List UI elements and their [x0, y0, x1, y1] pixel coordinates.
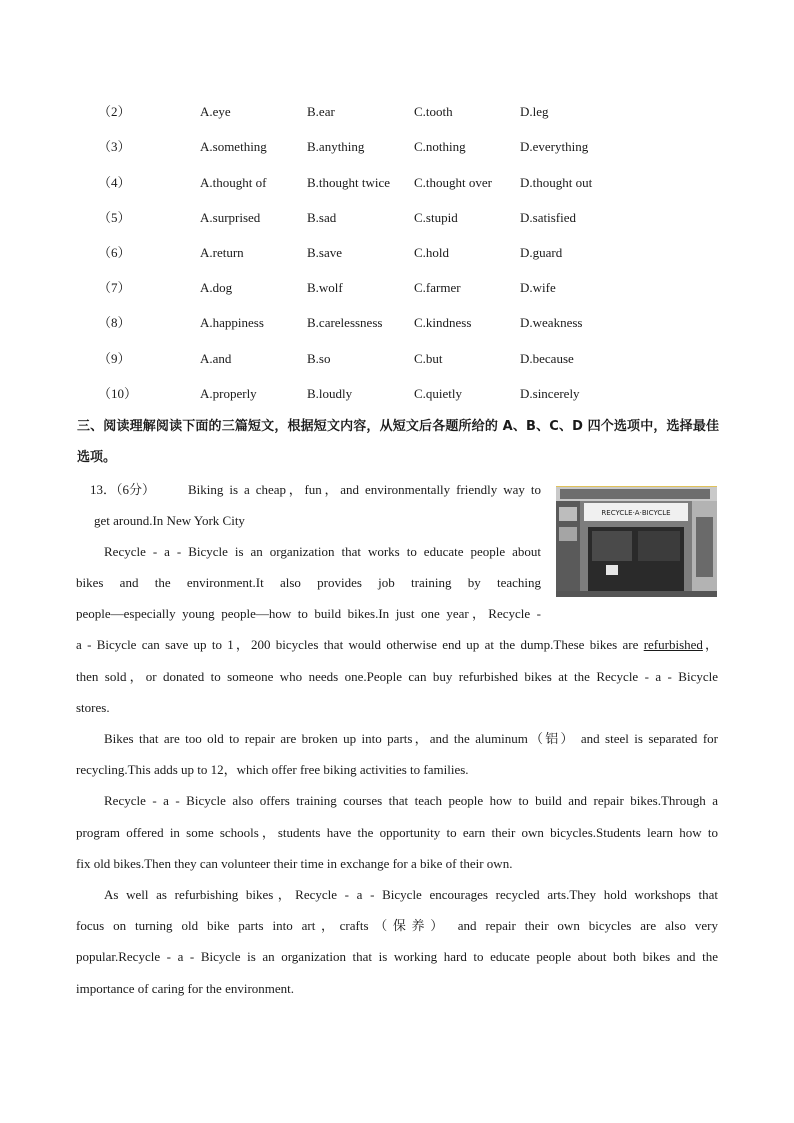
option-d: D.wife [520, 280, 556, 295]
option-b: B.wolf [307, 280, 343, 295]
passage-line: Bikes that are too old to repair are broken up into parts，and the aluminum（铝） and steel is separated for [104, 731, 718, 746]
option-b: B.anything [307, 139, 365, 154]
option-d: D.guard [520, 245, 563, 260]
passage-line: program offered in some schools，students have the opportunity to earn their own bicycles.Students learn how to [76, 825, 718, 840]
section-heading: 三、阅读理解阅读下面的三篇短文，根据短文内容，从短文后各题所给的 A、B、C、D 四个选项中，选择最佳选项。 [77, 419, 719, 465]
passage-line: Biking is a cheap，fun，and environmentally friendly way to [188, 482, 541, 497]
passage-line [76, 635, 718, 655]
question-number: （9） [98, 351, 131, 366]
passage-line: people—especially young people—how to build bikes.In just one year，Recycle - [76, 606, 541, 621]
option-row-10 [0, 384, 794, 404]
option-a: A.return [200, 245, 244, 260]
option-row-6 [0, 243, 794, 263]
option-b: B.so [307, 351, 331, 366]
option-row-5 [0, 208, 794, 228]
option-b: B.thought twice [307, 175, 391, 190]
recycle-a-bicycle-photo [556, 486, 717, 597]
option-row-2 [0, 102, 794, 122]
option-d: D.satisfied [520, 210, 576, 225]
option-a: A.something [200, 139, 267, 154]
option-b: B.sad [307, 210, 337, 225]
option-c: C.stupid [414, 210, 458, 225]
option-c: C.farmer [414, 280, 461, 295]
passage-line: then sold，or donated to someone who needs one.People can buy refurbished bikes at the Recycle - a - Bicycle [76, 669, 718, 684]
passage-text: ， [702, 637, 718, 652]
option-row-4 [0, 173, 794, 193]
passage-line: fix old bikes.Then they can volunteer their time in exchange for a bike of their own. [76, 856, 513, 871]
passage-line: recycling.This adds up to 12，which offer free biking activities to families. [76, 762, 469, 777]
option-b: B.save [307, 245, 343, 260]
question-label: 13．（6分） [90, 482, 156, 497]
option-d: D.thought out [520, 175, 593, 190]
question-number: （10） [98, 386, 138, 401]
option-b: B.ear [307, 104, 335, 119]
option-c: C.thought over [414, 175, 492, 190]
question-number: （7） [98, 280, 131, 295]
option-a: A.happiness [200, 315, 264, 330]
option-row-3 [0, 137, 794, 157]
option-row-7 [0, 278, 794, 298]
option-c: C.quietly [414, 386, 463, 401]
option-d: D.sincerely [520, 386, 580, 401]
option-row-8 [0, 313, 794, 333]
question-number: （4） [98, 175, 131, 190]
option-row-9 [0, 349, 794, 369]
passage-line: importance of caring for the environment. [76, 981, 295, 996]
option-a: A.properly [200, 386, 257, 401]
option-c: C.hold [414, 245, 450, 260]
storefront-image [556, 487, 717, 597]
passage-line: stores. [76, 700, 110, 715]
option-a: A.surprised [200, 210, 261, 225]
option-b: B.loudly [307, 386, 353, 401]
question-number: （8） [98, 315, 131, 330]
option-b: B.carelessness [307, 315, 383, 330]
option-a: A.dog [200, 280, 233, 295]
question-number: （2） [98, 104, 131, 119]
passage-line: bikes and the environment.It also provides job training by teaching [76, 575, 541, 590]
refurbished-word: refurbished [643, 637, 703, 652]
option-d: D.weakness [520, 315, 583, 330]
question-number: （5） [98, 210, 131, 225]
option-d: D.leg [520, 104, 549, 119]
question-number: （6） [98, 245, 131, 260]
passage-line: get around.In New York City [94, 513, 245, 528]
option-c: C.but [414, 351, 443, 366]
passage-line: popular.Recycle - a - Bicycle is an organization that is working hard to educate people about both bikes and the [76, 949, 718, 964]
question-number: （3） [98, 139, 131, 154]
option-c: C.kindness [414, 315, 472, 330]
option-c: C.nothing [414, 139, 466, 154]
option-c: C.tooth [414, 104, 453, 119]
option-a: A.thought of [200, 175, 267, 190]
option-a: A.eye [200, 104, 231, 119]
passage-line: focus on turning old bike parts into art，crafts（保养） and repair their own bicycles are also very [76, 918, 718, 933]
shop-sign-text: RECYCLE·A·BICYCLE [601, 509, 671, 517]
passage-line: Recycle - a - Bicycle is an organization that works to educate people about [104, 544, 541, 559]
passage-text: a - Bicycle can save up to 1，200 bicycles that would otherwise end up at the dump.These bikes are [76, 637, 644, 652]
option-d: D.because [520, 351, 574, 366]
option-a: A.and [200, 351, 232, 366]
passage-line: Recycle - a - Bicycle also offers training courses that teach people how to build and repair bikes.Through a [104, 793, 718, 808]
option-d: D.everything [520, 139, 589, 154]
passage-line: As well as refurbishing bikes，Recycle - a - Bicycle encourages recycled arts.They hold workshops that [104, 887, 718, 902]
